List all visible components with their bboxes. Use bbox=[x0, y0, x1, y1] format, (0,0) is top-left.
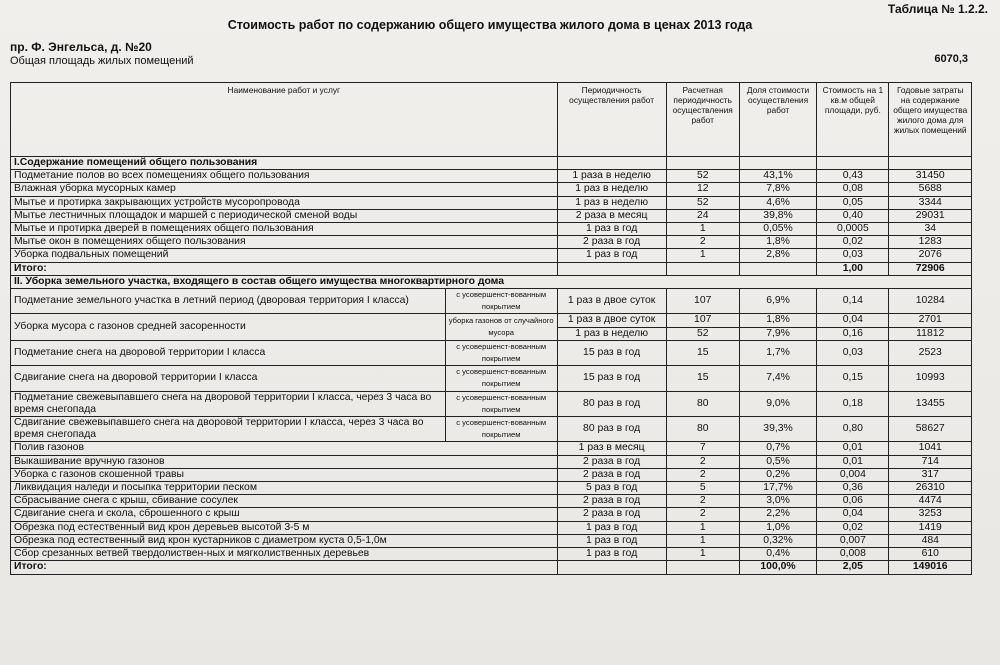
document-title: Стоимость работ по содержанию общего имущества жилого дома в ценах 2013 года bbox=[227, 18, 753, 32]
col-header-calc-frequency: Расчетная периодичность осуществления работ bbox=[666, 83, 739, 157]
row-share: 7,4% bbox=[739, 366, 816, 391]
row-name: Подметание земельного участка в летний период (дворовая территория I класса) bbox=[11, 289, 446, 314]
row-share: 1,8% bbox=[739, 314, 816, 327]
row-calc: 2 bbox=[666, 455, 739, 468]
row-share: 0,4% bbox=[739, 548, 816, 561]
row-calc: 15 bbox=[666, 366, 739, 391]
total-share: 100,0% bbox=[739, 561, 816, 574]
total-row bbox=[11, 561, 972, 574]
row-annual: 2076 bbox=[889, 249, 972, 262]
row-cost: 0,008 bbox=[817, 548, 889, 561]
total-annual: 149016 bbox=[889, 561, 972, 574]
row-annual: 10993 bbox=[889, 366, 972, 391]
table-row bbox=[11, 209, 972, 222]
row-name: Сдвигание снега на дворовой территории I класса bbox=[11, 366, 446, 391]
table-row bbox=[11, 314, 972, 327]
table-row bbox=[11, 482, 972, 495]
table-row bbox=[11, 495, 972, 508]
row-calc: 1 bbox=[666, 223, 739, 236]
row-cost: 0,03 bbox=[817, 249, 889, 262]
row-calc: 2 bbox=[666, 495, 739, 508]
row-annual: 3344 bbox=[889, 196, 972, 209]
row-share: 7,8% bbox=[739, 183, 816, 196]
row-annual: 1283 bbox=[889, 236, 972, 249]
row-cost: 0,40 bbox=[817, 209, 889, 222]
table-row bbox=[11, 468, 972, 481]
row-name: Ликвидация наледи и посыпка территории песком bbox=[11, 482, 558, 495]
table-row bbox=[11, 196, 972, 209]
row-calc: 15 bbox=[666, 340, 739, 365]
row-frequency: 2 раза в год bbox=[557, 455, 666, 468]
row-share: 2,8% bbox=[739, 249, 816, 262]
row-annual: 2701 bbox=[889, 314, 972, 327]
building-address: пр. Ф. Энгельса, д. №20 bbox=[10, 40, 152, 54]
row-share: 39,3% bbox=[739, 417, 816, 442]
row-name: Мытье окон в помещениях общего пользования bbox=[11, 236, 558, 249]
col-header-frequency: Периодичность осуществления работ bbox=[557, 83, 666, 157]
total-cost: 1,00 bbox=[817, 262, 889, 275]
table-row bbox=[11, 236, 972, 249]
row-name: Полив газонов bbox=[11, 442, 558, 455]
table-row bbox=[11, 391, 972, 416]
row-calc: 52 bbox=[666, 170, 739, 183]
row-cost: 0,15 bbox=[817, 366, 889, 391]
row-name: Обрезка под естественный вид крон кустарников с диаметром куста 0,5-1,0м bbox=[11, 534, 558, 547]
row-calc: 1 bbox=[666, 548, 739, 561]
row-name: Сбор срезанных ветвей твердолиствен-ных и мягколиственных деревьев bbox=[11, 548, 558, 561]
row-name: Подметание полов во всех помещениях общего пользования bbox=[11, 170, 558, 183]
row-frequency: 1 раз в год bbox=[557, 521, 666, 534]
row-calc: 52 bbox=[666, 327, 739, 340]
row-share: 7,9% bbox=[739, 327, 816, 340]
table-row bbox=[11, 170, 972, 183]
row-name: Подметание снега на дворовой территории I класса bbox=[11, 340, 446, 365]
row-cost: 0,05 bbox=[817, 196, 889, 209]
row-cost: 0,14 bbox=[817, 289, 889, 314]
row-share: 0,32% bbox=[739, 534, 816, 547]
row-frequency: 1 раз в двое суток bbox=[557, 289, 666, 314]
row-frequency: 1 раз в год bbox=[557, 249, 666, 262]
row-calc: 2 bbox=[666, 236, 739, 249]
col-header-name: Наименование работ и услуг bbox=[11, 83, 558, 157]
row-calc: 24 bbox=[666, 209, 739, 222]
row-share: 9,0% bbox=[739, 391, 816, 416]
table-row bbox=[11, 183, 972, 196]
row-frequency: 80 раз в год bbox=[557, 417, 666, 442]
row-frequency: 1 раз в год bbox=[557, 548, 666, 561]
row-frequency: 2 раза в год bbox=[557, 236, 666, 249]
row-calc: 1 bbox=[666, 534, 739, 547]
row-share: 1,7% bbox=[739, 340, 816, 365]
table-row bbox=[11, 534, 972, 547]
row-note: с усовершенст-вованным покрытием bbox=[445, 340, 557, 365]
row-annual: 13455 bbox=[889, 391, 972, 416]
row-frequency: 2 раза в месяц bbox=[557, 209, 666, 222]
row-frequency: 5 раз в год bbox=[557, 482, 666, 495]
row-name: Уборка подвальных помещений bbox=[11, 249, 558, 262]
row-share: 17,7% bbox=[739, 482, 816, 495]
row-share: 0,7% bbox=[739, 442, 816, 455]
row-annual: 34 bbox=[889, 223, 972, 236]
row-share: 1,0% bbox=[739, 521, 816, 534]
total-cost: 2,05 bbox=[817, 561, 889, 574]
row-cost: 0,06 bbox=[817, 495, 889, 508]
section-title: II. Уборка земельного участка, входящего в состав общего имущества многоквартирного дома bbox=[11, 275, 972, 288]
table-row bbox=[11, 289, 972, 314]
row-frequency: 2 раза в год bbox=[557, 468, 666, 481]
row-cost: 0,80 bbox=[817, 417, 889, 442]
row-name: Мытье и протирка дверей в помещениях общего пользования bbox=[11, 223, 558, 236]
row-cost: 0,36 bbox=[817, 482, 889, 495]
row-cost: 0,04 bbox=[817, 314, 889, 327]
row-cost: 0,004 bbox=[817, 468, 889, 481]
row-frequency: 1 раз в год bbox=[557, 223, 666, 236]
row-cost: 0,01 bbox=[817, 455, 889, 468]
row-annual: 4474 bbox=[889, 495, 972, 508]
row-annual: 1419 bbox=[889, 521, 972, 534]
row-frequency: 1 раз в неделю bbox=[557, 196, 666, 209]
row-annual: 29031 bbox=[889, 209, 972, 222]
table-row bbox=[11, 417, 972, 442]
row-calc: 107 bbox=[666, 314, 739, 327]
table-row bbox=[11, 366, 972, 391]
total-annual: 72906 bbox=[889, 262, 972, 275]
cost-table bbox=[10, 82, 972, 575]
row-share: 6,9% bbox=[739, 289, 816, 314]
row-annual: 714 bbox=[889, 455, 972, 468]
row-frequency: 15 раз в год bbox=[557, 366, 666, 391]
row-name: Обрезка под естественный вид крон деревьев высотой 3-5 м bbox=[11, 521, 558, 534]
row-frequency: 1 раза в неделю bbox=[557, 170, 666, 183]
row-share: 0,5% bbox=[739, 455, 816, 468]
row-frequency: 1 раз в неделю bbox=[557, 327, 666, 340]
row-calc: 52 bbox=[666, 196, 739, 209]
row-annual: 26310 bbox=[889, 482, 972, 495]
area-value: 6070,3 bbox=[934, 53, 968, 65]
table-row bbox=[11, 340, 972, 365]
row-cost: 0,03 bbox=[817, 340, 889, 365]
col-header-share: Доля стоимости осуществления работ bbox=[739, 83, 816, 157]
table-header-row bbox=[11, 83, 972, 157]
row-note: с усовершенст-вованным покрытием bbox=[445, 417, 557, 442]
row-calc: 2 bbox=[666, 468, 739, 481]
row-note: с усовершенст-вованным покрытием bbox=[445, 366, 557, 391]
row-calc: 1 bbox=[666, 521, 739, 534]
row-cost: 0,04 bbox=[817, 508, 889, 521]
row-frequency: 1 раз в неделю bbox=[557, 183, 666, 196]
row-note: с усовершенст-вованным покрытием bbox=[445, 289, 557, 314]
row-annual: 3253 bbox=[889, 508, 972, 521]
row-calc: 5 bbox=[666, 482, 739, 495]
row-annual: 11812 bbox=[889, 327, 972, 340]
table-row bbox=[11, 548, 972, 561]
row-calc: 2 bbox=[666, 508, 739, 521]
row-share: 4,6% bbox=[739, 196, 816, 209]
row-annual: 31450 bbox=[889, 170, 972, 183]
row-frequency: 1 раз в год bbox=[557, 534, 666, 547]
row-name: Мытье лестничных площадок и маршей с периодической сменой воды bbox=[11, 209, 558, 222]
total-label: Итого: bbox=[11, 561, 558, 574]
row-name: Влажная уборка мусорных камер bbox=[11, 183, 558, 196]
row-name: Сдвигание снега и скола, сброшенного с крыш bbox=[11, 508, 558, 521]
row-cost: 0,18 bbox=[817, 391, 889, 416]
row-annual: 10284 bbox=[889, 289, 972, 314]
row-frequency: 2 раза в год bbox=[557, 508, 666, 521]
row-frequency: 1 раз в двое суток bbox=[557, 314, 666, 327]
row-annual: 58627 bbox=[889, 417, 972, 442]
row-note: с усовершенст-вованным покрытием bbox=[445, 391, 557, 416]
row-annual: 2523 bbox=[889, 340, 972, 365]
section-header bbox=[11, 275, 972, 288]
row-annual: 610 bbox=[889, 548, 972, 561]
total-label: Итого: bbox=[11, 262, 558, 275]
row-cost: 0,02 bbox=[817, 521, 889, 534]
row-cost: 0,08 bbox=[817, 183, 889, 196]
row-calc: 80 bbox=[666, 391, 739, 416]
table-row bbox=[11, 455, 972, 468]
row-name: Уборка мусора с газонов средней засоренности bbox=[11, 314, 446, 340]
row-calc: 12 bbox=[666, 183, 739, 196]
row-name: Выкашивание вручную газонов bbox=[11, 455, 558, 468]
row-share: 0,05% bbox=[739, 223, 816, 236]
row-annual: 5688 bbox=[889, 183, 972, 196]
total-row bbox=[11, 262, 972, 275]
col-header-annual: Годовые затраты на содержание общего имущества жилого дома для жилых помещений bbox=[889, 83, 972, 157]
table-row bbox=[11, 223, 972, 236]
row-share: 2,2% bbox=[739, 508, 816, 521]
row-share: 0,2% bbox=[739, 468, 816, 481]
row-calc: 107 bbox=[666, 289, 739, 314]
row-calc: 1 bbox=[666, 249, 739, 262]
row-cost: 0,0005 bbox=[817, 223, 889, 236]
row-frequency: 15 раз в год bbox=[557, 340, 666, 365]
row-name: Подметание свежевыпавшего снега на дворовой территории I класса, через 3 часа во время снегопада bbox=[11, 391, 446, 416]
row-share: 43,1% bbox=[739, 170, 816, 183]
row-name: Мытье и протирка закрывающих устройств мусоропровода bbox=[11, 196, 558, 209]
row-cost: 0,01 bbox=[817, 442, 889, 455]
row-frequency: 2 раза в год bbox=[557, 495, 666, 508]
row-annual: 317 bbox=[889, 468, 972, 481]
row-name: Уборка с газонов скошенной травы bbox=[11, 468, 558, 481]
section-header bbox=[11, 157, 972, 170]
row-cost: 0,02 bbox=[817, 236, 889, 249]
col-header-cost-per-m2: Стоимость на 1 кв.м общей площади, руб. bbox=[817, 83, 889, 157]
row-share: 1,8% bbox=[739, 236, 816, 249]
row-cost: 0,007 bbox=[817, 534, 889, 547]
section-title: I.Содержание помещений общего пользования bbox=[11, 157, 558, 170]
row-annual: 1041 bbox=[889, 442, 972, 455]
row-annual: 484 bbox=[889, 534, 972, 547]
table-row bbox=[11, 249, 972, 262]
row-calc: 80 bbox=[666, 417, 739, 442]
row-calc: 7 bbox=[666, 442, 739, 455]
row-frequency: 1 раз в месяц bbox=[557, 442, 666, 455]
row-name: Сдвигание свежевыпавшего снега на дворовой территории I класса, через 3 часа во время снегопада bbox=[11, 417, 446, 442]
table-number: Таблица № 1.2.2. bbox=[887, 2, 988, 16]
row-note: уборка газонов от случайного мусора bbox=[445, 314, 557, 340]
table-row bbox=[11, 508, 972, 521]
row-name: Сбрасывание снега с крыш, сбивание сосулек bbox=[11, 495, 558, 508]
table-row bbox=[11, 521, 972, 534]
row-cost: 0,43 bbox=[817, 170, 889, 183]
table-row bbox=[11, 442, 972, 455]
area-label: Общая площадь жилых помещений bbox=[10, 55, 194, 67]
row-share: 39,8% bbox=[739, 209, 816, 222]
row-cost: 0,16 bbox=[817, 327, 889, 340]
row-share: 3,0% bbox=[739, 495, 816, 508]
row-frequency: 80 раз в год bbox=[557, 391, 666, 416]
